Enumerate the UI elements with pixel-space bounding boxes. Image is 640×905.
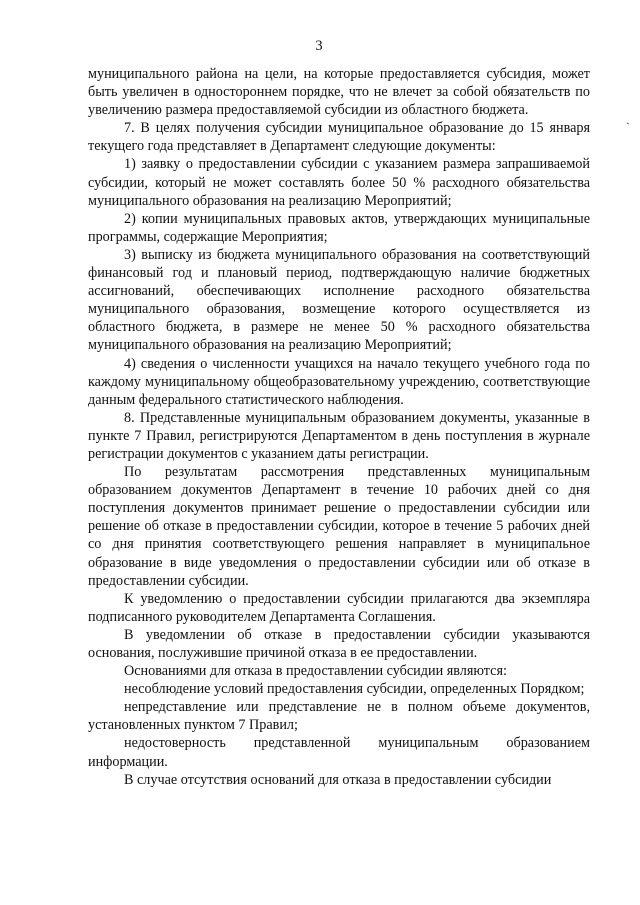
document-body: [88, 65, 590, 789]
scan-mark: `: [626, 120, 630, 134]
refusal-ground-1: несоблюдение условий предоставления субсидии, определенных Порядком;: [124, 681, 585, 698]
paragraph-review: По результатам рассмотрения представленных муниципальным образованием документов Департамент в течение 10 рабочих дней со дня поступления документов принимает решение о предоставлении субсидии или решение об отказе в предоставлении субсидии, которое в течение 5 рабочих дней со дня принятия соответствующего решения направляет в муниципальное образование в виде уведомления о предоставлении субсидии или об отказе в предоставлении субсидии.: [88, 464, 590, 589]
list-item-3: 3) выписку из бюджета муниципального образования на соответствующий финансовый год и плановый период, подтверждающую наличие бюджетных ассигнований, обеспечивающих исполнение расходного обязательства муниципального образования, возмещение которого осуществляется из областного бюджета, в размере не менее 50 % расходного обязательства муниципального образования на реализацию Мероприятий;: [88, 246, 590, 354]
refusal-ground-2: непредставление или представление не в полном объеме документов, установленных пунктом 7 Правил;: [88, 699, 590, 734]
paragraph-refusal-notice: В уведомлении об отказе в предоставлении субсидии указываются основания, послужившие причиной отказа в ее предоставлении.: [88, 626, 590, 661]
list-item-2: 2) копии муниципальных правовых актов, утверждающих муниципальные программы, содержащие Мероприятия;: [88, 210, 590, 245]
page-number: 3: [315, 38, 323, 54]
paragraph-item-7: 7. В целях получения субсидии муниципальное образование до 15 января текущего года представляет в Департамент следующие документы:: [88, 120, 590, 155]
paragraph-continuation: муниципального района на цели, на которые предоставляется субсидия, может быть увеличен в одностороннем порядке, что не влечет за собой обязательств по увеличению размера предоставляемой субсидии из областного бюджета.: [88, 66, 590, 119]
paragraph-refusal-grounds: Основаниями для отказа в предоставлении субсидии являются:: [124, 663, 507, 680]
refusal-ground-3: недостоверность представленной муниципальным образованием информации.: [88, 735, 590, 770]
paragraph-notification-attachment: К уведомлению о предоставлении субсидии прилагаются два экземпляра подписанного руководителем Департамента Соглашения.: [88, 590, 590, 625]
paragraph-item-8: 8. Представленные муниципальным образованием документы, указанные в пункте 7 Правил, регистрируются Департаментом в день поступления в журнале регистрации документов с указанием даты регистрации.: [88, 409, 590, 462]
list-item-4: 4) сведения о численности учащихся на начало текущего учебного года по каждому муниципальному общеобразовательному учреждению, соответствующие данным федерального статистического наблюдения.: [88, 355, 590, 408]
list-item-1: 1) заявку о предоставлении субсидии с указанием размера запрашиваемой субсидии, который не может составлять более 50 % расходного обязательства муниципального образования на реализацию Мероприятий;: [88, 156, 590, 209]
paragraph-no-grounds: В случае отсутствия оснований для отказа в предоставлении субсидии: [124, 771, 552, 788]
